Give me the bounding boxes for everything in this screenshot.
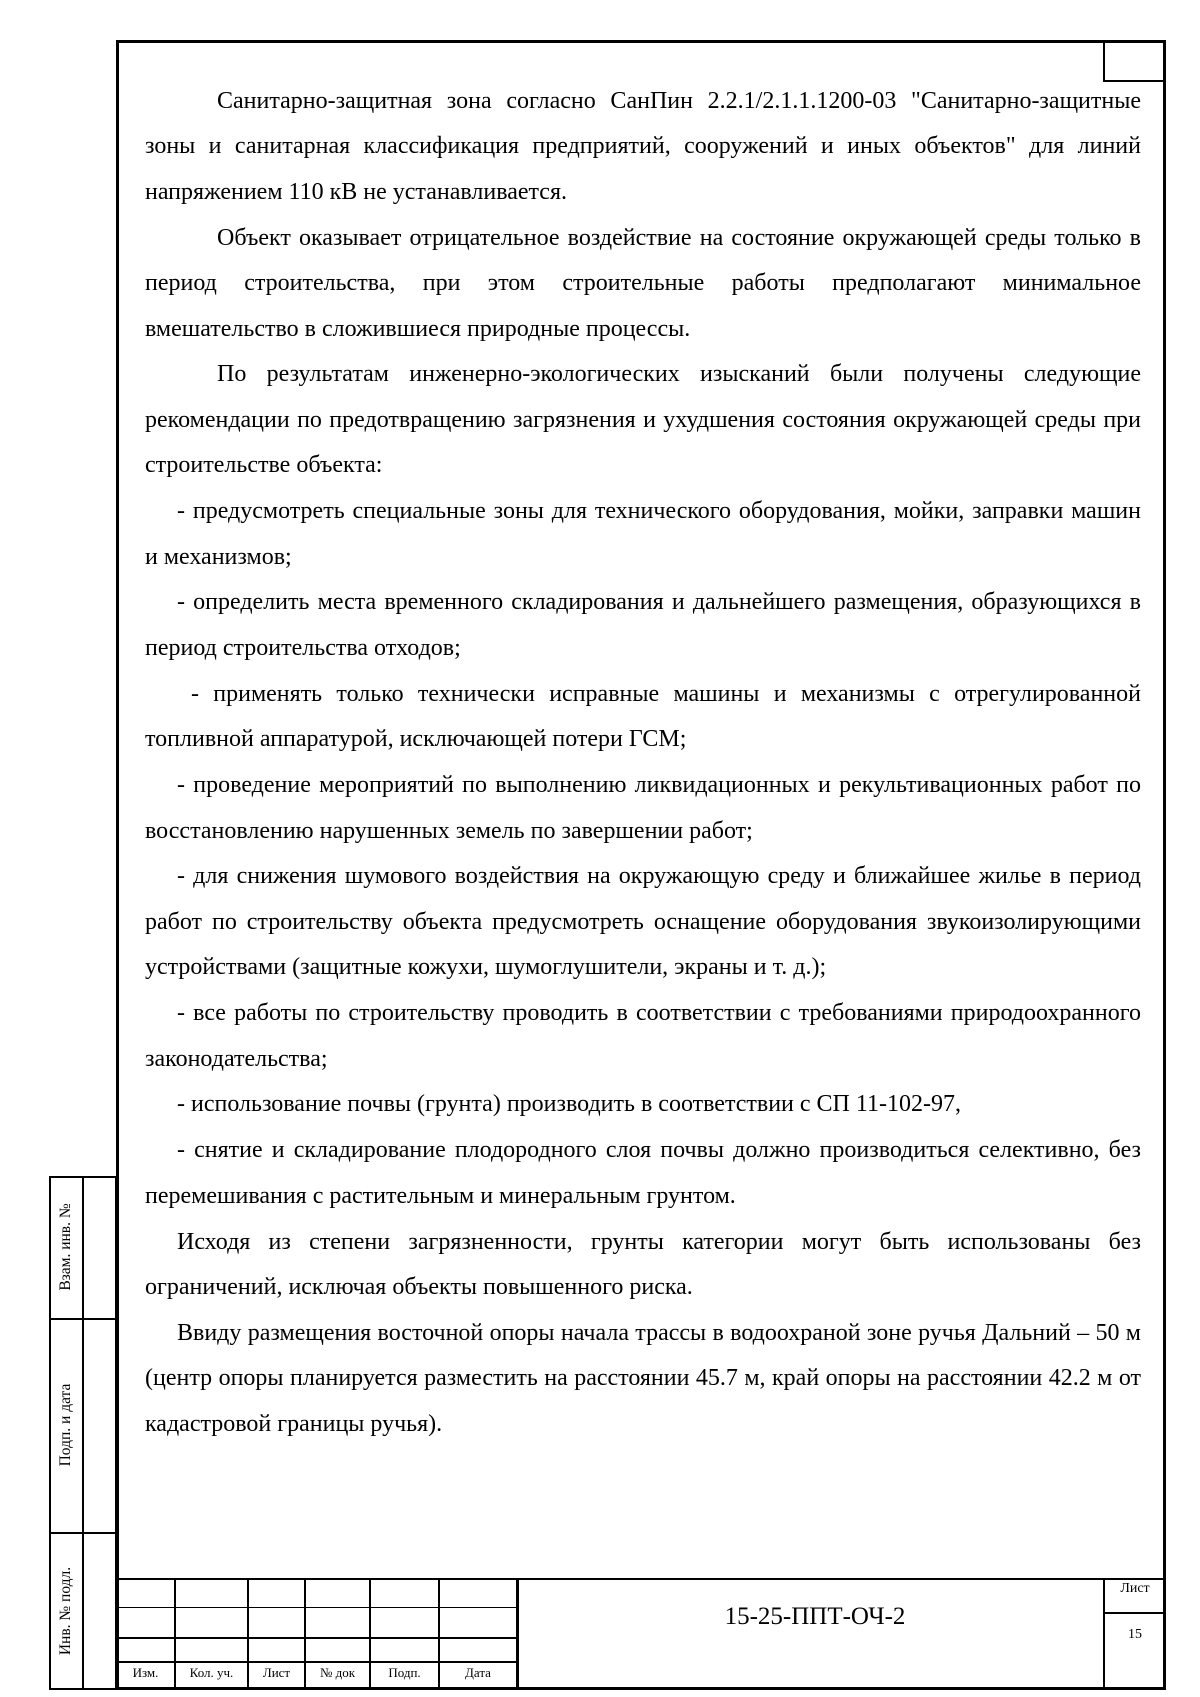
paragraph: По результатам инженерно-экологических изысканий были получены следующие рекомендации по предотвращению загрязнения и ухудшения состояния окружающей среды при строительстве объекта: (145, 361, 1141, 479)
title-block-col-line (516, 1578, 519, 1690)
title-block-top-line (116, 1578, 1166, 1580)
col-kol-uch-label: Кол. уч. (189, 1665, 234, 1680)
corner-box (1103, 40, 1166, 82)
col-doc-label: № док (319, 1665, 356, 1680)
list-item: - использование почвы (грунта) производить в соответствии с СП 11-102-97, (177, 1091, 961, 1118)
list-item: - проведение мероприятий по выполнению ликвидационных и рекультивационных работ по восстановлению нарушенных земель по завершении работ; (145, 772, 1141, 844)
col-data-label: Дата (465, 1665, 491, 1680)
paragraph: Исходя из степени загрязненности, грунты категории могут быть использованы без ограничений, исключая объекты повышенного риска. (145, 1228, 1141, 1301)
list-item: - определить места временного складирования и дальнейшего размещения, образующихся в период строительства отходов; (145, 589, 1141, 661)
col-podp-label: Подп. (388, 1665, 421, 1680)
inv-podl-label: Инв. № подл. (57, 1566, 74, 1656)
vzam-inv-label: Взам. инв. № (57, 1203, 74, 1291)
list-item: - предусмотреть специальные зоны для технического оборудования, мойки, заправки машин и механизмов; (145, 498, 1141, 570)
col-list-label: Лист (262, 1665, 291, 1680)
list-item: - для снижения шумового воздействия на окружающую среду и ближайшее жилье в период работ по строительству объекта предусмотреть оснащение оборудования звукоизолирующими устройствами (защитные кожухи, шумоглушители, экраны и т. д.); (145, 863, 1141, 981)
list-item: - применять только технически исправные машины и механизмы с отрегулированной топливной аппаратурой, исключающей потери ГСМ; (145, 680, 1141, 753)
document-code: 15-25-ППТ-ОЧ-2 (724, 1603, 906, 1630)
sheet-cell-line (1103, 1612, 1166, 1614)
title-block-row-line (116, 1607, 518, 1608)
paragraph: Санитарно-защитная зона согласно СанПин 2.2.1/2.1.1.1200-03 "Санитарно-защитные зоны и санитарная классификация предприятий, сооружений и иных объектов" для линий напряжением 110 кВ не устанавливается. (145, 88, 1141, 205)
podp-data-cell (49, 1319, 83, 1532)
vzam-inv-cell (49, 1176, 83, 1318)
sheet-label: Лист (1120, 1581, 1150, 1596)
inv-podl-cell (49, 1533, 83, 1690)
paragraph: Ввиду размещения восточной опоры начала трассы в водоохраной зоне ручья Дальний – 50 м (центр опоры планируется разместить на расстоянии 45.7 м, край опоры на расстоянии 42.2 м от кадастровой границы ручья). (145, 1319, 1141, 1437)
list-item: - все работы по строительству проводить в соответствии с требованиями природоохранного законодательства; (145, 1000, 1141, 1072)
col-izm-label: Изм. (132, 1665, 159, 1680)
list-item: - снятие и складирование плодородного слоя почвы должно производиться селективно, без перемешивания с растительным и минеральным грунтом. (145, 1137, 1141, 1209)
podp-data-label: Подп. и дата (57, 1383, 74, 1467)
title-block-row-line (116, 1637, 518, 1639)
document-body (145, 79, 1141, 1448)
title-block-row-line (116, 1661, 518, 1663)
sheet-number: 15 (1128, 1627, 1142, 1642)
paragraph: Объект оказывает отрицательное воздействие на состояние окружающей среды только в период строительства, при этом строительные работы предполагают минимальное вмешательство в сложившиеся природные процессы. (145, 224, 1141, 342)
